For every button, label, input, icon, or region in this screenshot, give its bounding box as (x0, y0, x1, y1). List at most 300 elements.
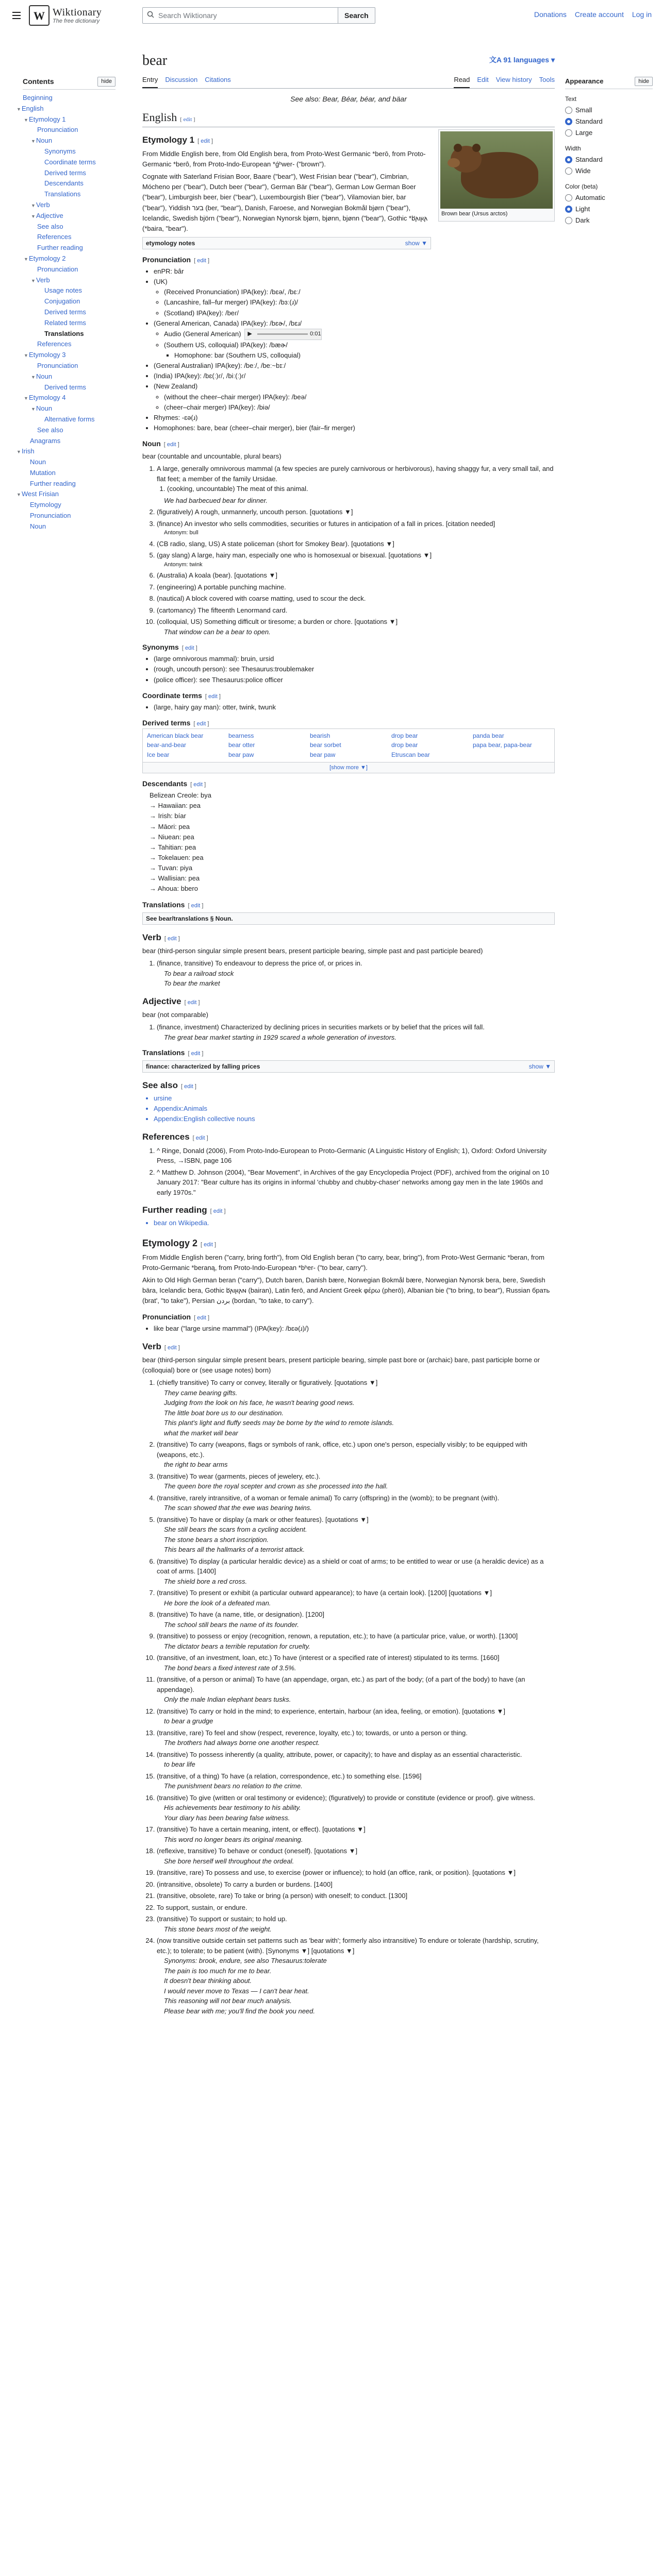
radio-dot[interactable] (565, 156, 572, 163)
toc-item[interactable] (23, 93, 115, 104)
toc-item[interactable] (23, 307, 115, 318)
toc-item-label: Derived terms (44, 308, 86, 316)
usage-example: To bear the market (164, 979, 220, 988)
toc-item-label: Usage notes (44, 286, 82, 295)
definition (157, 1771, 555, 1791)
definition (157, 570, 555, 581)
definition (157, 1879, 555, 1890)
main-content (142, 52, 555, 2018)
radio-label: Dark (575, 216, 590, 225)
derived-term[interactable]: bear otter (228, 741, 255, 749)
pronunciation-2-list (154, 1324, 555, 1334)
list-item: 2. ^ Matthew D. Johnson (2004), "Bear Movement", in Archives of the gay Encyclopedia Project (PDF), archived from the original on 10 January 2017: "Bear culture has its origins in informal 'chubby and chubby-chaser' networks among gay men in the late 1960s and early 1970s." (157, 1167, 555, 1198)
antonym-line: Antonym: bull (164, 530, 198, 536)
toc-item[interactable] (23, 468, 115, 479)
edit-link[interactable]: edit (196, 720, 206, 727)
toc-item[interactable] (23, 285, 115, 296)
etymology-notes-box[interactable]: etymology notes show ▼ (142, 237, 431, 249)
definition (157, 1793, 555, 1823)
toc-item[interactable] (23, 114, 115, 125)
toc-item[interactable] (23, 200, 115, 211)
radio-label: Light (575, 205, 590, 213)
derived-term[interactable]: Etruscan bear (391, 751, 430, 759)
toc-item[interactable] (16, 446, 115, 457)
list-item: → Niuean: pea (150, 833, 194, 841)
toc-item[interactable] (23, 414, 115, 425)
section-heading-etymology-2: Etymology 2 [ edit ] (142, 1238, 217, 1248)
toc-item[interactable] (23, 243, 115, 253)
pronunciation-list (154, 266, 555, 433)
usage-example: This stone bears most of the weight. (164, 1925, 272, 1933)
chevron-down-icon[interactable]: ▼ (31, 278, 36, 283)
audio-progress[interactable] (257, 333, 308, 335)
definition-text: (engineering) A portable punching machine. (157, 583, 286, 591)
noun-definitions (157, 464, 555, 637)
toc-item[interactable] (23, 500, 115, 511)
pronunciation-text: (General Australian) IPA(key): /beː/, /beː~bɪː/ (154, 362, 286, 370)
derived-term[interactable]: bear-and-bear (147, 741, 187, 749)
user-link[interactable]: Create account (574, 10, 624, 19)
toc-item[interactable] (23, 382, 115, 393)
usage-example: The dictator bears a terrible reputation for cruelty. (164, 1642, 310, 1650)
list-item: → Wallisian: pea (150, 874, 200, 883)
edit-link[interactable]: edit (167, 442, 176, 448)
toc-item[interactable] (23, 178, 115, 189)
derived-term[interactable]: bear paw (310, 751, 336, 759)
definition (157, 1891, 555, 1901)
definition (157, 1653, 555, 1673)
chevron-down-icon[interactable]: ▼ (31, 139, 36, 144)
definition-text: (gay slang) A large, hairy man, especially one who is homosexual or bisexual. [quotations ▼] (157, 551, 432, 560)
pronunciation-text: Audio (General American) (164, 330, 241, 338)
list-item: → Ahoua: bbero (150, 885, 198, 893)
derived-term[interactable]: papa bear, papa-bear (473, 741, 532, 749)
edit-link[interactable]: edit (185, 645, 194, 652)
section-heading-noun: Noun [ edit ] (142, 439, 179, 448)
edit-link[interactable]: edit (204, 1241, 213, 1248)
toc-hide-button[interactable]: hide (97, 77, 115, 87)
radio-label: Standard (575, 117, 603, 125)
radio-label: Small (575, 106, 592, 114)
usage-example: This plant's light and fluffy seeds may be borne by the wind to remote islands. (164, 1419, 394, 1427)
user-links (534, 9, 652, 20)
translations-box[interactable]: See bear/translations § Noun. (142, 912, 555, 925)
search-placeholder: Search Wiktionary (158, 11, 217, 20)
section-heading-pronunciation-2: Pronunciation [ edit ] (142, 1312, 210, 1321)
chevron-down-icon[interactable]: ▼ (16, 492, 21, 498)
definition-text: (transitive) To give (written or oral testimony or evidence); (figuratively) to provide or constitute (evidence or proof). give witness. (157, 1793, 535, 1802)
tab-discussion[interactable]: Discussion (165, 75, 198, 83)
definition (157, 539, 555, 549)
definition (157, 1471, 555, 1492)
definition (157, 1022, 555, 1042)
toc-item[interactable] (23, 329, 115, 340)
toc-item-label: Noun (30, 522, 46, 530)
toc-item-label: Derived terms (44, 168, 86, 177)
tab-entry[interactable]: Entry (142, 75, 158, 89)
adjective-headword: bear (not comparable) (142, 1011, 208, 1019)
section-heading-adjective: Adjective [ edit ] (142, 996, 200, 1006)
radio-label: Wide (575, 166, 591, 175)
edit-link[interactable]: edit (183, 116, 192, 123)
radio-option[interactable] (565, 165, 653, 177)
derived-terms-box (142, 728, 555, 773)
main-menu-button[interactable] (8, 7, 25, 24)
tab-read[interactable]: Read (454, 75, 470, 89)
pronunciation-text: enPR: bâr (154, 267, 184, 276)
usage-example: This reasoning will not bear much analysis. (164, 1997, 292, 2005)
definition-text: (finance, investment) Characterized by declining prices in securities markets or by belief that the prices will fall. (157, 1023, 485, 1031)
etymology-text: From Middle English bere, from Old English bera, from Proto-West Germanic *berō, from Proto-Germanic *berô, from Proto-Indo-European *ǵʰwer- ("brown"). (142, 149, 426, 168)
chevron-down-icon[interactable]: ▼ (16, 106, 21, 112)
toc-item[interactable] (23, 457, 115, 468)
edit-link[interactable]: edit (167, 1344, 177, 1351)
derived-term[interactable]: bear paw (228, 751, 254, 759)
list-item: → Hawaiian: pea (150, 802, 201, 810)
tab-citations[interactable]: Citations (205, 75, 231, 83)
toc-item[interactable] (23, 371, 115, 382)
chevron-down-icon[interactable]: ▼ (24, 117, 28, 123)
toc-item-label: Noun (36, 137, 53, 145)
pronunciation-item (164, 392, 555, 402)
user-link[interactable]: Donations (534, 10, 567, 19)
top-bar (0, 0, 662, 31)
section-heading-verb-2: Verb [ edit ] (142, 1341, 180, 1351)
toc-item-label: Etymology 4 (29, 394, 66, 402)
radio-option[interactable] (565, 215, 653, 226)
tab-view-history[interactable]: View history (495, 75, 532, 83)
edit-link[interactable]: edit (184, 1083, 193, 1090)
section-heading-translations-adj: Translations [ edit ] (142, 1048, 204, 1057)
section-heading-descendants: Descendants [ edit ] (142, 779, 206, 788)
derived-term[interactable]: Ice bear (147, 751, 170, 759)
definition-text: A large, generally omnivorous mammal (a few species are purely carnivorous or herbivorous), having shaggy fur, a very small tail, and flat feet; a member of the family Ursidae. (157, 465, 554, 483)
section-heading-etymology-1: Etymology 1 [ edit ] (142, 135, 213, 145)
definition (157, 1493, 555, 1513)
toc-item-label: Related terms (44, 318, 86, 327)
pronunciation-text: (UK) (154, 278, 168, 286)
section-heading-translations: Translations [ edit ] (142, 900, 204, 909)
etymology-2-text: From Middle English beren ("carry, bring forth"), from Old English beran ("to carry, bear, bring"), from Proto-West Germanic *beran, from Proto-Germanic *beraną, from Proto-Indo-European *bʰer- ("to bear, carry"). (142, 1253, 544, 1272)
toc-item[interactable] (23, 479, 115, 489)
site-logo[interactable] (29, 5, 132, 26)
definition-text: (Australia) A koala (bear). [quotations ▼] (157, 571, 277, 580)
definition-text: (now transitive outside certain set patterns such as 'bear with'; formerly also intransitive) To endure or tolerate (hardship, scrutiny, etc.); to tolerate; to be patient (with). [Synonyms ▼] [quotations ▼] (157, 1937, 539, 1955)
edit-link[interactable]: edit (197, 1314, 206, 1321)
toc-item-label: West Frisian (22, 490, 59, 498)
usage-example: His achievements bear testimony to his ability. (164, 1804, 301, 1812)
cognate-2-text: Akin to Old High German beran ("carry"), Dutch baren, Danish bære, Norwegian Bokmål bære, Norwegian Nynorsk bera, bere, Swedish bära, Icelandic bera, Gothic 𐌱𐌰𐌹𐍂𐌰𐌽 (bairan), Latin ferō, and Ancient Greek φέρω (pherō), Albanian bie ("to bring, to bear"), Russian брать (brat', "to take"), Persian بردن (bordan, "to take, to carry"). (142, 1276, 550, 1305)
toc-item[interactable] (16, 489, 115, 500)
edit-link[interactable]: edit (191, 1050, 201, 1057)
derived-term[interactable]: bearness (228, 732, 254, 739)
toc-item[interactable] (23, 264, 115, 275)
definition-text: (transitive, of a person or animal) To have (an appendage, organ, etc.) as part of the body; (of a part of the body) to have (an appendage). (157, 1675, 525, 1693)
toc-item-label: Irish (22, 447, 35, 455)
search-input[interactable] (142, 7, 338, 24)
section-heading-see-also: See also [ edit ] (142, 1080, 196, 1091)
usage-example: That window can be a bear to open. (164, 628, 271, 636)
page-tabs (142, 74, 555, 89)
toc-item[interactable] (23, 232, 115, 243)
definition (157, 605, 555, 616)
verb-2-headword: bear (third-person singular simple present bears, present participle bearing, simple past bore or (archaic) bare, past participle borne or (colloquial) bore or (see usage notes) born) (142, 1356, 540, 1375)
definition (157, 1588, 555, 1608)
usage-example: Your diary has been bearing false witness. (164, 1814, 290, 1822)
edit-link[interactable]: edit (208, 693, 218, 700)
section-heading-derived-terms: Derived terms [ edit ] (142, 718, 209, 727)
tab-edit[interactable]: Edit (477, 75, 489, 83)
usage-example: The punishment bears no relation to the crime. (164, 1782, 303, 1790)
radio-option[interactable] (565, 116, 653, 127)
pronunciation-text: (cheer–chair merger) IPA(key): /biə/ (164, 403, 270, 411)
user-link[interactable]: Log in (632, 10, 652, 19)
toc-item[interactable] (16, 104, 115, 114)
section-heading-verb: Verb [ edit ] (142, 932, 180, 942)
width-label: Width (565, 144, 581, 152)
edit-link[interactable]: edit (193, 782, 203, 788)
translations-adj-box[interactable]: finance: characterized by falling prices show ▼ (142, 1060, 555, 1073)
toc-item[interactable] (23, 318, 115, 329)
derived-term[interactable]: panda bear (473, 732, 504, 739)
usage-example: The little boat bore us to our destination. (164, 1409, 284, 1417)
pronunciation-text: (without the cheer–chair merger) IPA(key): /beə/ (164, 393, 307, 401)
derived-term[interactable] (473, 750, 550, 760)
section-heading-further-reading: Further reading [ edit ] (142, 1205, 226, 1215)
toc-item-label: References (37, 340, 72, 348)
section-heading-pronunciation: Pronunciation [ edit ] (142, 256, 210, 264)
derived-term[interactable]: bearish (310, 732, 330, 739)
definition-text: (finance, transitive) To endeavour to depress the price of, or prices in. (157, 959, 362, 968)
toc-item[interactable] (23, 403, 115, 414)
toc-item[interactable] (23, 168, 115, 179)
definition-text: (cartomancy) The fifteenth Lenormand card. (157, 606, 288, 614)
language-icon: 文A (489, 56, 504, 64)
synonyms-list (154, 654, 555, 685)
list-item: • Appendix:English collective nouns (154, 1114, 555, 1124)
chevron-down-icon[interactable]: ▼ (24, 396, 28, 401)
edit-link[interactable]: edit (187, 999, 197, 1006)
toc-item-label: Etymology 1 (29, 115, 66, 123)
chevron-down-icon[interactable]: ▼ (31, 406, 36, 412)
toc-item[interactable] (23, 436, 115, 447)
definition-text: To support, sustain, or endure. (157, 1903, 247, 1911)
radio-option[interactable] (565, 204, 653, 215)
usage-example: The school still bears the name of its founder. (164, 1620, 299, 1629)
definition (157, 550, 555, 569)
usage-example: The brothers had always borne one another respect. (164, 1739, 320, 1747)
pronunciation-text: Rhymes: -ɛə(ɹ) (154, 413, 198, 421)
radio-dot[interactable] (565, 217, 572, 224)
definition (157, 1378, 555, 1438)
usage-example: She bore herself well throughout the ordeal. (164, 1857, 294, 1865)
sub-definition: 1. (cooking, uncountable) The meat of this animal. (167, 484, 555, 494)
toc-item-label: Beginning (23, 94, 53, 101)
edit-link[interactable]: edit (201, 138, 210, 145)
toc-item[interactable] (23, 275, 115, 286)
toc-item-label: Coordinate terms (44, 158, 96, 166)
toc-item[interactable] (23, 393, 115, 403)
pronunciation-item (164, 402, 555, 413)
list-item: • (police officer): see Thesaurus:police officer (154, 675, 555, 685)
bear-photo[interactable] (440, 131, 553, 209)
list-item: → Irish: bíar (150, 812, 186, 820)
toc-item[interactable] (23, 125, 115, 135)
toc-item-label: Noun (36, 372, 53, 380)
definition-text: (transitive) To present or exhibit (a particular outward appearance); to have (a certain look). [1200] [quotations ▼] (157, 1589, 492, 1597)
site-tagline: The free dictionary (53, 18, 100, 24)
pronunciation-item (154, 381, 555, 392)
definition (157, 1631, 555, 1651)
radio-option[interactable] (565, 127, 653, 139)
toc-item[interactable] (23, 146, 115, 157)
section-heading-coordinate-terms: Coordinate terms [ edit ] (142, 691, 221, 700)
chevron-down-icon[interactable]: ▼ (31, 213, 36, 219)
definition (157, 519, 555, 537)
play-icon[interactable]: ▶ (247, 331, 252, 337)
usage-example: The scan showed that the ewe was bearing twins. (164, 1504, 312, 1512)
definition (157, 594, 555, 604)
toc-item[interactable] (23, 157, 115, 168)
pronunciation-item (154, 413, 555, 423)
definition (157, 1936, 555, 2016)
pronunciation-text: (New Zealand) (154, 382, 198, 391)
edit-link[interactable]: edit (167, 935, 177, 942)
definition (157, 617, 555, 637)
pronunciation-item (174, 350, 555, 361)
definition (157, 1728, 555, 1748)
appearance-hide-button[interactable]: hide (635, 77, 653, 87)
definition (157, 1750, 555, 1770)
toc-item[interactable] (23, 222, 115, 232)
toc-item[interactable] (23, 361, 115, 371)
cognate-text: Cognate with Saterland Frisian Boor, Baare ("bear"), West Frisian bear ("bear"), Cimbrian, Mócheno per ("bear"), Dutch beer ("bear"), German Bär ("bear"), German Low German Boer ("bear"), Limburgish beer, bier ("bear"), Luxembourgish Bier ("bear"), Vilamovian bier, bar ("bear"), Yiddish בער (ber, "bear"), Danish, Faroese, and Norwegian Bokmål bjørn ("bear"), Icelandic, Swedish björn ("bear"), Norwegian Nynorsk bjørn, bjønn, bjønn ("bear"), Gothic *𐌱𐌰𐌹𐍂𐌰 (*baira, "bear"). (142, 173, 428, 232)
chevron-down-icon[interactable]: ▼ (31, 202, 36, 208)
usage-example: Please bear with me; you'll find the book you need. (164, 2007, 315, 2015)
usage-example: I would never move to Texas — I can't bear heat. (164, 1987, 309, 1995)
usage-example: Judging from the look on his face, he wasn't bearing good news. (164, 1399, 355, 1407)
radio-dot[interactable] (565, 129, 572, 137)
derived-term[interactable]: drop bear (391, 741, 418, 749)
edit-link[interactable]: edit (195, 1135, 205, 1142)
tab-tools[interactable]: Tools (539, 75, 555, 83)
radio-dot[interactable] (565, 206, 572, 213)
toc-item[interactable] (23, 350, 115, 361)
see-also-list (154, 1093, 555, 1124)
pronunciation-item (154, 423, 555, 433)
search-button[interactable]: Search (338, 7, 375, 24)
pronunciation-item (164, 287, 555, 297)
definition-text: (transitive) To have (a name, title, or designation). [1200] (157, 1611, 324, 1619)
toc-item-label: Pronunciation (30, 512, 71, 520)
definition (157, 464, 555, 505)
usage-example: We had barbecued bear for dinner. (164, 496, 268, 504)
toc-item[interactable] (23, 521, 115, 532)
radio-dot[interactable] (565, 107, 572, 114)
definition-text: (transitive) To display (a particular heraldic device) as a shield or coat of arms; to be entitled to wear or use (a heraldic device) as a coat of arms. [1400] (157, 1557, 544, 1575)
definition-text: (reflexive, transitive) To behave or conduct (oneself). [quotations ▼] (157, 1847, 358, 1855)
toc-item-label: Further reading (30, 479, 76, 487)
toc-item-label: See also (37, 222, 63, 230)
edit-link[interactable]: edit (191, 902, 201, 909)
list-item: • like bear ("large ursine mammal") (IPA(key): /bɛə(ɹ)/) (154, 1324, 555, 1334)
radio-label: Automatic (575, 193, 605, 201)
list-item: • Appendix:Animals (154, 1104, 555, 1114)
radio-dot[interactable] (565, 118, 572, 125)
toc-item[interactable] (23, 425, 115, 436)
radio-dot[interactable] (565, 167, 572, 175)
radio-label: Standard (575, 155, 603, 163)
derived-term[interactable]: American black bear (147, 732, 204, 739)
chevron-down-icon[interactable]: ▼ (24, 353, 28, 359)
usage-example: what the market will bear (164, 1429, 238, 1437)
edit-link[interactable]: edit (197, 258, 206, 264)
toc-item-label: English (22, 104, 44, 112)
toc-item-label: Pronunciation (37, 265, 78, 273)
toc-item-label: Further reading (37, 244, 83, 252)
list-item: → Tuvan: piya (150, 864, 193, 872)
toc-item[interactable] (23, 253, 115, 264)
chevron-down-icon[interactable]: ▼ (24, 256, 28, 262)
verb-2-definitions (157, 1378, 555, 2016)
antonym-line: Antonym: twink (164, 561, 203, 568)
toc-item-label: Translations (44, 329, 84, 337)
toc-item[interactable] (23, 135, 115, 146)
audio-player[interactable] (244, 329, 322, 340)
toc-item[interactable] (23, 211, 115, 222)
definition-text: (transitive) To have a certain meaning, intent, or effect). [quotations ▼] (157, 1825, 366, 1834)
radio-option[interactable] (565, 105, 653, 116)
definition (157, 1609, 555, 1630)
pronunciation-item (164, 329, 555, 340)
chevron-down-icon[interactable]: ▼ (31, 374, 36, 380)
toc-item[interactable] (23, 511, 115, 521)
list-item: → Tahitian: pea (150, 843, 196, 851)
definition-text: (CB radio, slang, US) A state policeman (short for Smokey Bear). [quotations ▼] (157, 539, 394, 548)
toc-item-label: Translations (44, 190, 81, 198)
toc-item[interactable] (23, 339, 115, 350)
list-item: • bear on Wikipedia. (154, 1218, 555, 1228)
toc-item-label: Noun (36, 404, 53, 413)
toc-item-label: Pronunciation (37, 126, 78, 134)
derived-term[interactable]: drop bear (391, 732, 418, 739)
radio-option[interactable] (565, 154, 653, 165)
show-more-button[interactable]: [show more ▼] (143, 762, 554, 773)
toc-item[interactable] (23, 296, 115, 307)
language-heading-english: English [ edit ] (142, 109, 555, 127)
usage-example: to bear life (164, 1760, 195, 1769)
toc-item-label: Etymology 3 (29, 351, 66, 359)
section-heading-references: References [ edit ] (142, 1132, 208, 1142)
radio-dot[interactable] (565, 194, 572, 201)
derived-term[interactable]: bear sorbet (310, 741, 341, 749)
definition (157, 1556, 555, 1587)
usage-example: This word no longer bears its original meaning. (164, 1835, 303, 1843)
radio-option[interactable] (565, 192, 653, 204)
chevron-down-icon[interactable]: ▼ (16, 449, 21, 455)
edit-link[interactable]: edit (213, 1208, 223, 1215)
toc-item[interactable] (23, 189, 115, 200)
text-size-label: Text (565, 95, 577, 103)
definition-text: (transitive) To support or sustain; to hold up. (157, 1915, 287, 1923)
pronunciation-text: (Received Pronunciation) IPA(key): /bɛə/, /bɛː/ (164, 288, 301, 296)
definition-text: (transitive, obsolete, rare) To take or bring (a person) with oneself; to conduct. [1300] (157, 1892, 408, 1900)
pronunciation-text: Homophones: bare, bear (cheer–chair merger), bier (fair–fir merger) (154, 423, 355, 432)
definition (157, 1674, 555, 1705)
pronunciation-item (164, 308, 555, 318)
languages-button[interactable]: 文A 91 languages ▾ (489, 56, 555, 64)
definition-text: (transitive) To have or display (a mark or other features). [quotations ▼] (157, 1515, 369, 1523)
